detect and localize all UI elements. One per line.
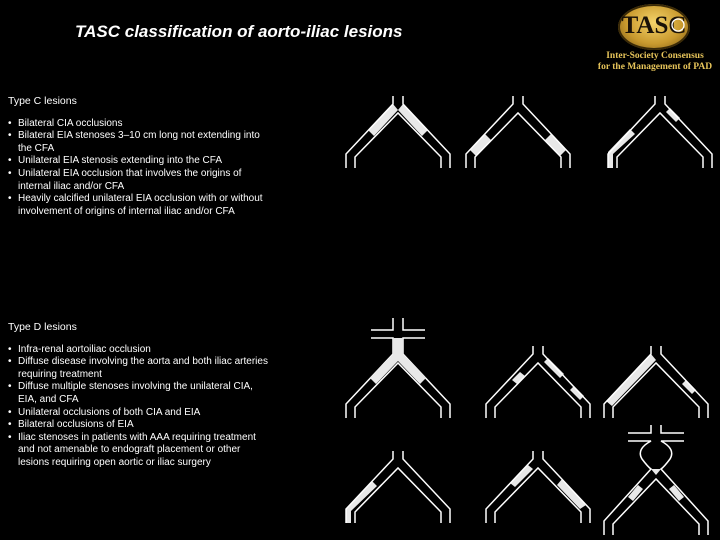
logo-text: TASC bbox=[621, 12, 687, 39]
list-item: • Bilateral CIA occlusions bbox=[8, 118, 263, 131]
list-item: • Bilateral EIA stenoses 3–10 cm long not extending into bbox=[8, 130, 263, 143]
list-item: • Heavily calcified unilateral EIA occlusion with or without bbox=[8, 193, 263, 206]
diagram-c2 bbox=[466, 96, 570, 168]
list-item: • Infra-renal aortoiliac occlusion bbox=[8, 344, 268, 357]
list-item-continuation: EIA, and CFA bbox=[18, 393, 79, 405]
list-item: • Iliac stenoses in patients with AAA requiring treatment bbox=[8, 432, 268, 445]
list-item: • Unilateral EIA stenosis extending into the CFA bbox=[8, 155, 263, 168]
type-c-heading: Type C lesions bbox=[8, 95, 77, 107]
diagram-c1 bbox=[346, 96, 450, 168]
list-item: • Unilateral occlusions of both CIA and EIA bbox=[8, 407, 268, 420]
list-item-continuation: requiring treatment bbox=[18, 368, 102, 380]
list-item: • Unilateral EIA occlusion that involves the origins of bbox=[8, 168, 263, 181]
logo-subtitle-line: Inter-Society Consensus bbox=[606, 51, 704, 61]
list-item: • Bilateral occlusions of EIA bbox=[8, 419, 268, 432]
list-item: • Diffuse disease involving the aorta and both iliac arteries bbox=[8, 356, 268, 369]
list-item-continuation: lesions requiring open aortic or iliac surgery bbox=[18, 456, 211, 468]
list-item-continuation: the CFA bbox=[18, 142, 55, 154]
logo-subtitle-line: for the Management of PAD bbox=[597, 62, 713, 72]
diagram-d4 bbox=[346, 451, 450, 523]
diagram-d6 bbox=[604, 425, 708, 535]
diagram-d2 bbox=[486, 346, 590, 418]
diagram-d1 bbox=[346, 318, 450, 418]
diagram-d3 bbox=[604, 346, 708, 418]
page-title: TASC classification of aorto-iliac lesions bbox=[75, 22, 403, 41]
type-d-heading: Type D lesions bbox=[8, 321, 77, 333]
list-item-continuation: and not amenable to endograft placement or other bbox=[18, 444, 241, 456]
list-item-continuation: internal iliac and/or CFA bbox=[18, 180, 125, 192]
list-item-continuation: involvement of origins of internal iliac and/or CFA bbox=[18, 205, 235, 217]
diagram-d5 bbox=[486, 451, 590, 523]
diagram-c3 bbox=[608, 96, 712, 168]
list-item: • Diffuse multiple stenoses involving the unilateral CIA, bbox=[8, 381, 268, 394]
